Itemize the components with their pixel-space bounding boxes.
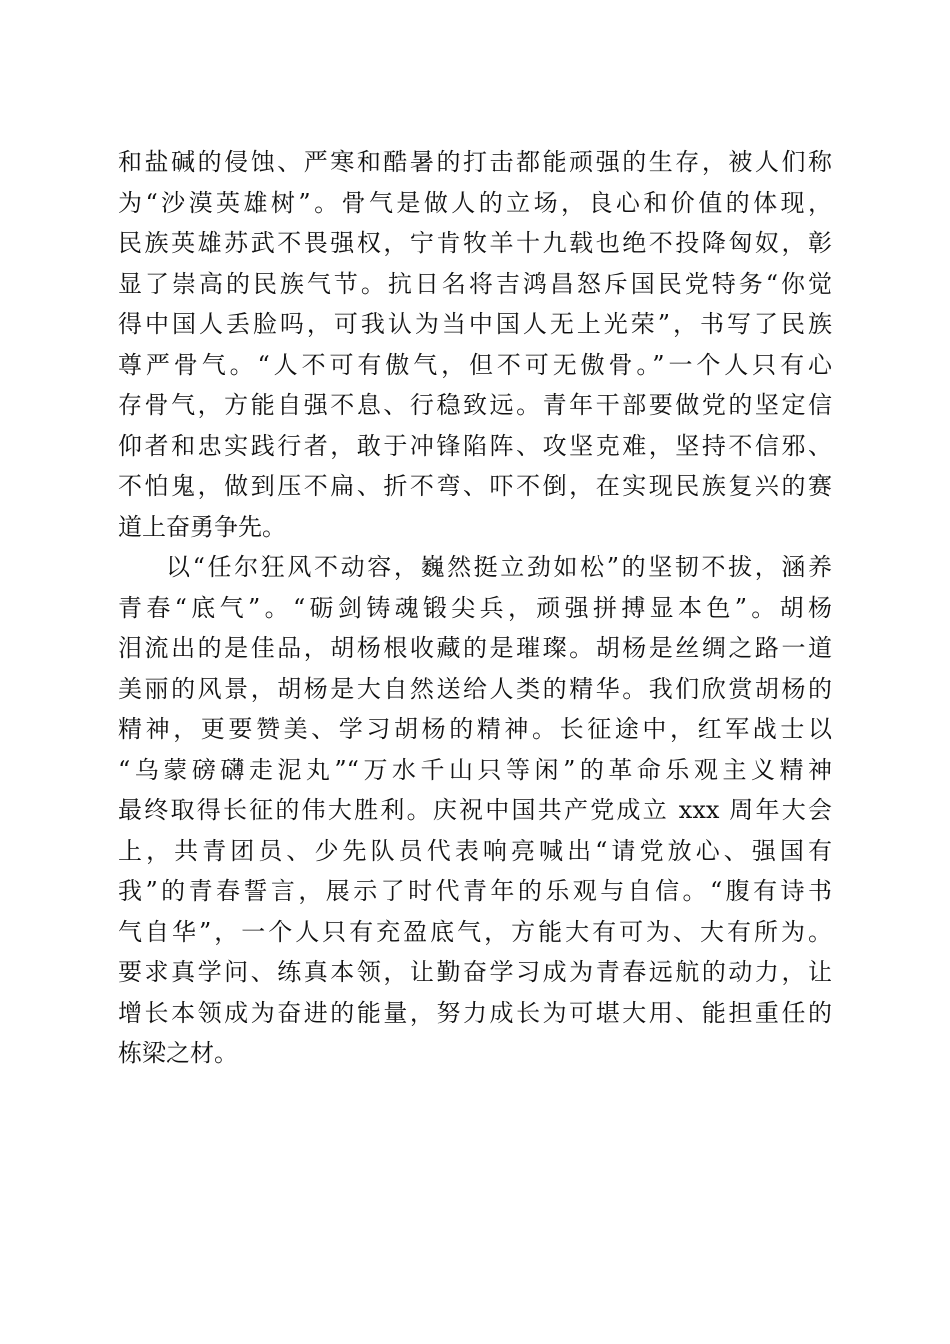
paragraph-1-line-9: 不怕鬼，做到压不扁、折不弯、吓不倒，在实现民族复兴的赛 (118, 472, 832, 500)
paragraph-2-line-8: 上，共青团员、少先队员代表响亮喊出“请党放心、强国有 (118, 836, 832, 865)
paragraph-2-line-3: 泪流出的是佳品，胡杨根收藏的是璀璨。胡杨是丝绸之路一道 (118, 634, 832, 662)
paragraph-1-line-1: 和盐碱的侵蚀、严寒和酷暑的打击都能顽强的生存，被人们称 (118, 148, 832, 176)
paragraph-1-line-3: 民族英雄苏武不畏强权，宁肯牧羊十九载也绝不投降匈奴，彰 (118, 229, 832, 257)
paragraph-2-line-5: 精神，更要赞美、学习胡杨的精神。长征途中，红军战士以 (118, 715, 832, 743)
paragraph-1-line-8: 仰者和忠实践行者，敢于冲锋陷阵、攻坚克难，坚持不信邪、 (118, 431, 832, 460)
paragraph-2-line-2: 青春“底气”。“砺剑铸魂锻尖兵，顽强拼搏显本色”。胡杨 (118, 593, 832, 622)
paragraph-2-line-12: 增长本领成为奋进的能量，努力成长为可堪大用、能担重任的 (118, 998, 832, 1027)
paragraph-2-line-1: 以“任尔狂风不动容，巍然挺立劲如松”的坚韧不拔，涵养 (166, 553, 832, 581)
paragraph-2-line-6: “乌蒙磅礴走泥丸”“万水千山只等闲”的革命乐观主义精神 (118, 755, 832, 784)
paragraph-1-line-5: 得中国人丢脸吗，可我认为当中国人无上光荣”，书写了民族 (118, 310, 832, 338)
paragraph-1-line-7: 存骨气，方能自强不息、行稳致远。青年干部要做党的坚定信 (118, 391, 832, 419)
paragraph-2-line-9: 我”的青春誓言，展示了时代青年的乐观与自信。“腹有诗书 (118, 877, 832, 905)
paragraph-2-line-11: 要求真学问、练真本领，让勤奋学习成为青春远航的动力，让 (118, 958, 832, 986)
paragraph-2-line-13: 栋梁之材。 (118, 1039, 238, 1067)
paragraph-1-line-2: 为“沙漠英雄树”。骨气是做人的立场，良心和价值的体现， (118, 188, 832, 217)
paragraph-1-line-6: 尊严骨气。“人不可有傲气，但不可无傲骨。”一个人只有心 (118, 350, 832, 379)
paragraph-1-line-10: 道上奋勇争先。 (118, 512, 286, 541)
body-text (118, 142, 832, 1074)
paragraph-2-line-10: 气自华”，一个人只有充盈底气，方能大有可为、大有所为。 (118, 917, 832, 946)
paragraph-2-line-4: 美丽的风景，胡杨是大自然送给人类的精华。我们欣赏胡杨的 (118, 674, 832, 703)
paragraph-2-line-7: 最终取得长征的伟大胜利。庆祝中国共产党成立 xxx 周年大会 (118, 796, 832, 824)
paragraph-1-line-4: 显了崇高的民族气节。抗日名将吉鸿昌怒斥国民党特务“你觉 (118, 269, 832, 298)
